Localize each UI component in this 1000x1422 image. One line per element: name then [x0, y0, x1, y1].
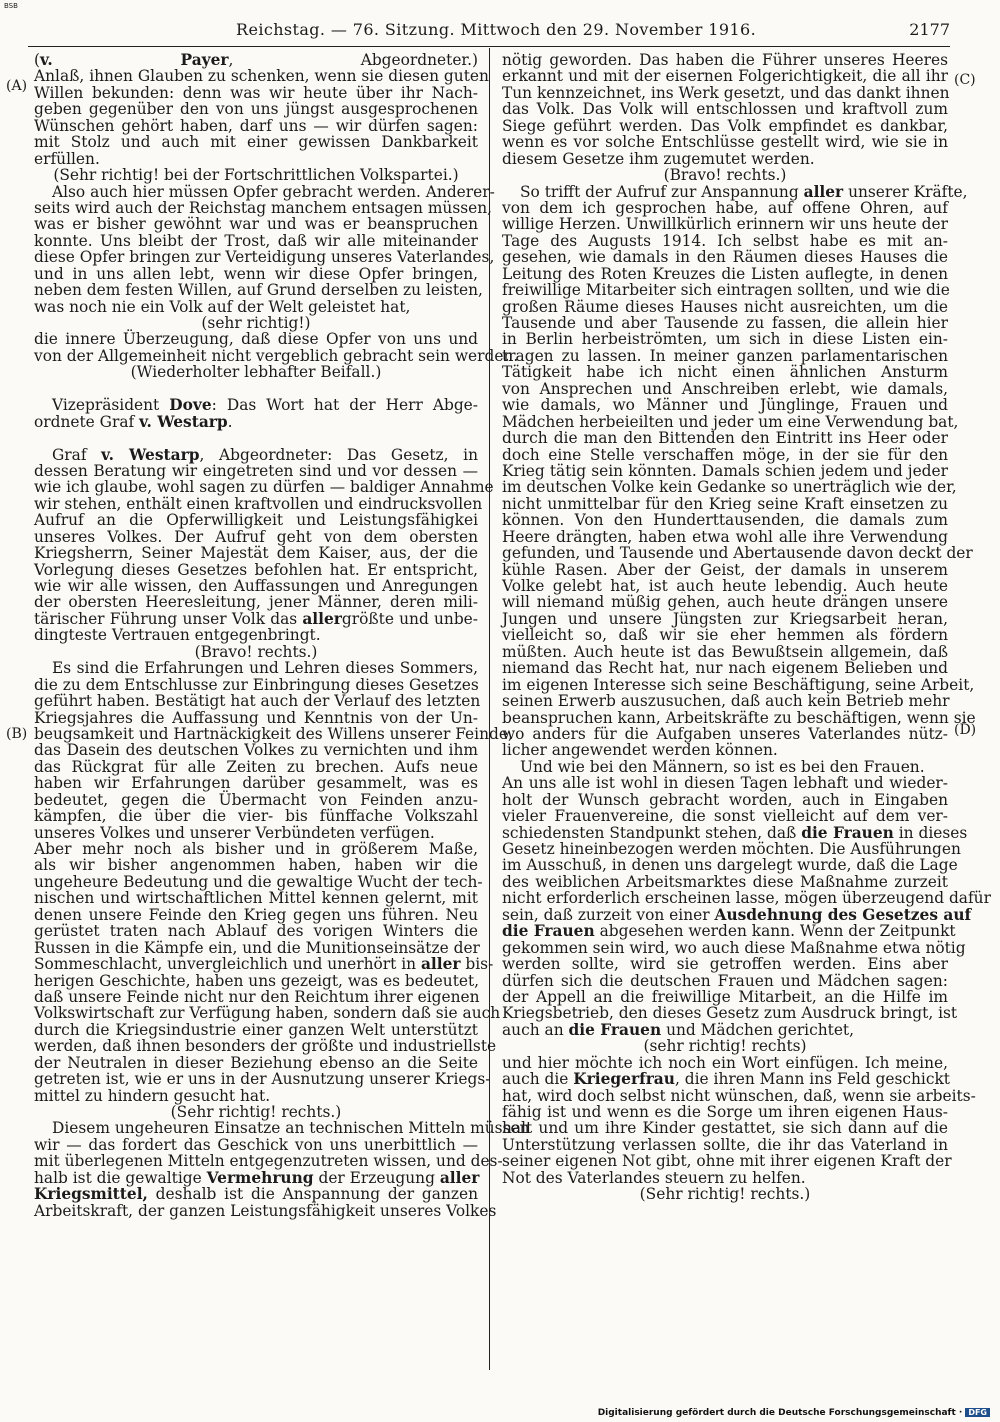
margin-marker-c: (C) [954, 72, 976, 88]
margin-marker-b: (B) [6, 726, 28, 742]
text-line: Diesem ungeheuren Einsatze an technischen Mitteln müssen [52, 1119, 530, 1138]
text-line: wir — das fordert das Geschick von uns unerbittlich — [34, 1135, 478, 1154]
text-line: An uns alle ist wohl in diesen Tagen lebhaft und wieder- [502, 774, 948, 793]
text-line: konnte. Uns bleibt der Trost, daß wir alle miteinander [34, 231, 478, 250]
text-line: neben dem festen Willen, auf Grund derselben zu leisten, [34, 281, 483, 300]
text-line: nicht erforderlich erscheinen lasse, mögen überzeugend dafür [502, 889, 991, 908]
text-line: seinen Erwerb auszusuchen, daß auch kein Betrieb mehr [502, 692, 950, 711]
text-line: das Rückgrat für alle Zeiten zu brechen. Aufs neue [34, 757, 478, 776]
text-line: von dem ich gesprochen habe, auf offene Ohren, auf [502, 198, 948, 217]
text-line: Aber mehr noch als bisher und in größerem Maße, [34, 840, 478, 858]
right-column [502, 51, 991, 1204]
text-line: schiedensten Standpunkt stehen, daß die Frauen in dieses [502, 823, 968, 842]
text-line: der obersten Heeresleitung, jener Männer, deren mili- [34, 593, 478, 612]
text-line: das Dasein des deutschen Volkes zu vernichten und ihm [34, 741, 478, 760]
text-line: Mädchen herbeieilten und jeder um eine Verwendung bat, [502, 412, 959, 431]
text-line: tärischer Führung unser Volk das allergrößte und unbe- [34, 609, 478, 628]
text-line: im eigenen Interesse sich seine Beschäftigung, seine Arbeit, [502, 675, 975, 694]
text-line: können. Von den Hunderttausenden, die damals zum [502, 511, 948, 530]
text-line: Aufruf an die Opferwilligkeit und Leistungsfähigkei [34, 511, 478, 530]
text-line: Gesetz hineinbezogen werden möchten. Die Ausführungen [502, 840, 961, 858]
text-line: kämpfen, die über die vier- bis fünffache Volkszahl [34, 807, 478, 826]
text-line: unseres Volkes und unserer Verbündeten verfügen. [34, 823, 435, 842]
text-line: werden sollte, wird sie getroffen werden. Eins aber [502, 955, 948, 974]
text-line: erfüllen. [34, 149, 100, 168]
text-line: durch die man den Bittenden den Eintritt ins Heer oder [502, 429, 948, 448]
library-stamp: BSB [4, 2, 18, 10]
footer-credit [598, 1408, 990, 1418]
text-line: unseres Volkes. Der Aufruf geht von dem obersten [34, 527, 478, 546]
text-line: mit Stolz und auch mit einer gewissen Dankbarkeit [34, 133, 478, 152]
text-line: wo anders für die Aufgaben unseres Vaterlandes nütz- [502, 724, 948, 743]
text-line: sein, daß zurzeit von einer Ausdehnung des Gesetzes auf [502, 905, 972, 924]
text-line: des weiblichen Arbeitsmarktes diese Maßnahme zurzeit [502, 872, 948, 891]
text-line: wenn es vor solche Entschlüsse gestellt wird, wie sie in [502, 133, 948, 152]
text-line: daß unsere Feinde nicht nur den Reichtum ihrer eigenen [34, 987, 480, 1006]
text-line: müßten. Auch heute ist das Bewußtsein allgemein, daß [502, 642, 948, 661]
text-line: halb ist die gewaltige Vermehrung der Erzeugung aller [34, 1168, 480, 1187]
text-line: kühle Rasen. Aber der Geist, der damals in unserem [502, 560, 948, 579]
text-line: (Bravo! rechts.) [663, 166, 787, 185]
text-line: Tage des Augusts 1914. Ich selbst habe es mit an- [502, 231, 948, 250]
dfg-logo: DFG [965, 1408, 990, 1417]
text-line: herigen Geschichte, haben uns gezeigt, was es bedeutet, [34, 971, 480, 990]
text-line: Tätigkeit habe ich nicht einen ähnlichen Ansturm [502, 363, 948, 382]
text-line: gefunden, und Tausende und Abertausende davon deckt der [502, 544, 973, 563]
text-line: (Sehr richtig! rechts.) [170, 1103, 342, 1121]
text-line: Kriegsmittel, deshalb ist die Anspannung der ganzen [34, 1185, 478, 1204]
text-line: von der Allgemeinheit nicht vergeblich gebracht sein werden. [34, 346, 519, 365]
text-line: willige Herzen. Unwillkürlich erinnern wir uns heute der [502, 215, 948, 234]
text-line: Vizepräsident Dove: Das Wort hat der Herr Abge- [52, 396, 478, 415]
text-line: werden, daß ihnen besonders der größte und industriellste [34, 1037, 497, 1056]
text-line: Kriegsherrn, Seiner Majestät dem Kaiser, aus, der die [34, 544, 478, 563]
text-line: vieler Frauenvereine, die sonst vielleicht auf dem ver- [502, 807, 948, 826]
text-line: Leitung des Roten Kreuzes die Listen auflegte, in denen [502, 264, 948, 283]
text-line: wie wir alle wissen, den Auffassungen und Anregungen [34, 577, 478, 595]
left-column [34, 51, 530, 1220]
text-line: Willen bekunden: denn was wir heute über ihr Nach- [34, 83, 478, 102]
text-line: tragen zu lassen. In meiner ganzen parlamentarischen [502, 346, 948, 365]
text-line: Unterstützung verlassen sollte, die ihr das Vaterland in [502, 1135, 948, 1154]
text-line: Arbeitskraft, der ganzen Leistungsfähigkeit unseres Volkes [34, 1201, 497, 1220]
text-line: (Bravo! rechts.) [194, 642, 318, 661]
text-line: Russen in die Kämpfe ein, und die Munitionseinsätze der [34, 938, 480, 957]
text-line: (Sehr richtig! rechts.) [639, 1185, 811, 1204]
text-line: nicht unmittelbar für den Krieg seine Kraft einsetzen zu [502, 494, 948, 513]
text-line: Not des Vaterlandes steuern zu helfen. [502, 1168, 806, 1187]
text-line: von Ansprechen und Anschreiben erlebt, wie damals, [502, 379, 948, 398]
text-line: Heere drängten, haben etwa wohl alle ihre Verwendung [502, 527, 948, 546]
text-line: Siege geführt werden. Das Volk empfindet es dankbar, [502, 116, 948, 135]
text-line: will niemand müßig gehen, auch heute drängen unsere [502, 593, 948, 612]
text-line: So trifft der Aufruf zur Anspannung aller unserer Kräfte, [520, 182, 968, 201]
text-line: Und wie bei den Männern, so ist es bei den Frauen. [520, 757, 925, 776]
text-line: (Wiederholter lebhafter Beifall.) [130, 363, 382, 382]
text-line: (sehr richtig! rechts) [643, 1037, 807, 1056]
column-divider [489, 48, 490, 1370]
text-line: holt der Wunsch gebracht worden, auch in Eingaben [502, 790, 948, 809]
text-line: seits wird auch der Reichstag manchem entsagen müssen, [34, 198, 493, 217]
text-line [34, 381, 478, 397]
text-line: nötig geworden. Das haben die Führer unseres Heeres [502, 51, 948, 69]
text-line: im Ausschuß, in denen uns dargelegt wurde, daß die Lage [502, 856, 958, 875]
text-line: und hier möchte ich noch ein Wort einfügen. Ich meine, [502, 1053, 948, 1072]
text-line: der Neutralen in dieser Beziehung ebenso an die Seite [34, 1053, 478, 1072]
text-line: nischen und wirtschaftlichen Mittel kennen gelernt, mit [34, 889, 478, 908]
text-line: Tun kennzeichnet, ins Werk gesetzt, und das dankt ihnen [502, 83, 950, 102]
text-line: ungeheure Bedeutung und die gewaltige Wucht der tech- [34, 872, 483, 891]
text-line: in Berlin herbeiströmten, um sich in diese Listen ein- [502, 330, 948, 349]
text-line: Vorlegung dieses Gesetzes befohlen hat. Er entspricht, [34, 560, 478, 579]
text-line: vielleicht so, daß wir sie eher hemmen als fördern [502, 626, 948, 645]
text-line: gesehen, wie damals in den Räumen dieses Hauses die [502, 248, 948, 267]
text-line: fähig ist und wenn es die Sorge um ihren eigenen Haus- [502, 1103, 948, 1121]
text-line: bedeutet, gegen die Übermacht von Feinden anzu- [34, 790, 478, 809]
text-line: seiner eigenen Not gibt, ohne mit ihrer eigenen Kraft der [502, 1152, 952, 1171]
text-line: durch die Kriegsindustrie einer ganzen Welt unterstützt [34, 1020, 478, 1039]
text-line: Es sind die Erfahrungen und Lehren dieses Sommers, [52, 659, 478, 678]
text-line: haben wir Erfahrungen darüber gesammelt, was es [34, 774, 478, 793]
text-line: (Sehr richtig! bei der Fortschrittlichen Volkspartei.) [53, 166, 459, 185]
text-line: diese Opfer bringen zur Verteidigung unseres Vaterlandes, [34, 248, 495, 267]
text-line: getreten ist, wie er uns in der Ausnutzung unserer Kriegs- [34, 1070, 491, 1089]
text-line: licher angewendet werden können. [502, 741, 778, 760]
text-line: Krieg tätig sein könnten. Damals schien jedem und jeder [502, 461, 948, 480]
text-line: das Volk. Das Volk will entschlossen und kraftvoll zum [502, 100, 948, 119]
text-line: freiwillige Mitarbeiter sich eintragen sollten, und wie die [502, 281, 950, 300]
running-title: Reichstag. — 76. Sitzung. Mittwoch den 29. November 1916. [236, 20, 757, 39]
text-line: Jungen und unsere Jüngsten zur Kriegsarbeit heran, [502, 609, 948, 628]
text-line: Volkswirtschaft zur Verfügung haben, sondern daß sie auch [34, 1004, 501, 1023]
text-line: und in uns allen lebt, wenn wir diese Opfer bringen, [34, 264, 478, 283]
page-number: 2177 [909, 20, 950, 39]
text-line: wie ich glaube, wohl sagen zu dürfen — baldiger Annahme [34, 478, 494, 497]
text-line: auch an die Frauen und Mädchen gerichtet, [502, 1020, 855, 1039]
text-line: der Appell an die freiwillige Mitarbeit, an die Hilfe im [502, 987, 948, 1006]
text-line: wir stehen, enthält einen kraftvollen und eindrucksvollen [34, 494, 483, 513]
text-line: was noch nie ein Volk auf der Welt geleistet hat, [34, 297, 411, 316]
header-rule [28, 46, 950, 47]
text-line: mittel zu hindern gesucht hat. [34, 1086, 271, 1105]
footer-text: Digitalisierung gefördert durch die Deutsche Forschungsgemeinschaft · [597, 1408, 963, 1418]
text-line: hat, wird doch selbst nicht wünschen, daß, wenn sie arbeits- [502, 1086, 976, 1105]
text-line: doch eine Stelle verschaffen möge, in der sie für den [502, 445, 948, 464]
text-line: geben gegenüber den von uns jüngst ausgesprochenen [34, 100, 478, 119]
text-line: gekommen sein wird, wo auch diese Maßnahme etwa nötig [502, 938, 966, 957]
text-line: die innere Überzeugung, daß diese Opfer von uns und [34, 330, 478, 349]
text-line: Anlaß, ihnen Glauben zu schenken, wenn sie diesen guten [34, 67, 489, 86]
text-line: (sehr richtig!) [201, 314, 311, 332]
text-line: niemand das Recht hat, nur nach eigenem Belieben und [502, 659, 948, 678]
text-line [34, 430, 478, 446]
margin-marker-d: (D) [954, 722, 977, 738]
text-line: gerüstet traten nach Ablauf des vorigen Winters die [34, 922, 478, 941]
text-line: Tausende und aber Tausende zu fassen, die allein hier [502, 314, 948, 332]
text-line: halt und um ihre Kinder gestattet, sie sich dann auf die [502, 1119, 948, 1138]
text-line: als wir bisher angenommen haben, haben wir die [34, 856, 478, 875]
text-line: mit überlegenen Mitteln entgegenzutreten wissen, und des- [34, 1152, 503, 1171]
text-line: Sommeschlacht, unvergleichlich und unerhört in aller bis- [34, 955, 494, 974]
text-line: dingteste Vertrauen entgegenbringt. [34, 626, 321, 645]
text-line: (v. Payer, Abgeordneter.) [34, 51, 478, 69]
text-line: wie damals, wo Männer und Jünglinge, Frauen und [502, 396, 948, 415]
text-line: auch die Kriegerfrau, die ihren Mann ins Feld geschickt [502, 1070, 950, 1089]
text-line: geführt haben. Bestätigt hat auch der Verlauf des letzten [34, 692, 481, 711]
text-line: Kriegsjahres die Auffassung und Kenntnis von der Un- [34, 708, 478, 727]
text-line: dürfen sich die deutschen Frauen und Mädchen sagen: [502, 971, 948, 990]
text-line: im deutschen Volke kein Gedanke so unerträglich wie der, [502, 478, 957, 497]
text-line: diesem Gesetze ihm zugemutet werden. [502, 149, 815, 168]
text-line: erkannt und mit der eisernen Folgerichtigkeit, die all ihr [502, 67, 948, 86]
text-line: Kriegsbetrieb, den dieses Gesetz zum Ausdruck bringt, ist [502, 1004, 958, 1023]
text-line: Also auch hier müssen Opfer gebracht werden. Anderer- [52, 182, 495, 201]
text-line: beanspruchen kann, Arbeitskräfte zu beschäftigen, wenn sie [502, 708, 976, 727]
text-line: Volke gelebt hat, ist auch heute lebendig. Auch heute [502, 577, 948, 595]
text-line: dessen Beratung wir eingetreten sind und vor dessen — [34, 461, 478, 480]
text-line: Graf v. Westarp, Abgeordneter: Das Gesetz, in [52, 445, 478, 464]
page-header [0, 20, 1000, 46]
margin-marker-a: (A) [6, 78, 28, 94]
text-line: die Frauen abgesehen werden kann. Wenn der Zeitpunkt [502, 922, 956, 941]
text-line: großen Räume dieses Hauses nicht ausreichten, um die [502, 297, 948, 316]
text-line: beugsamkeit und Hartnäckigkeit des Willens unserer Feinde, [34, 724, 513, 743]
text-line: denen unsere Feinde den Krieg gegen uns führen. Neu [34, 905, 478, 924]
text-line: was er bisher gewöhnt war und was er beanspruchen [34, 215, 478, 234]
text-line: ordnete Graf v. Westarp. [34, 412, 233, 431]
text-line: Wünschen gehört haben, darf uns — wir dürfen sagen: [34, 116, 478, 135]
text-line: die zu dem Entschlusse zur Einbringung dieses Gesetzes [34, 675, 479, 694]
